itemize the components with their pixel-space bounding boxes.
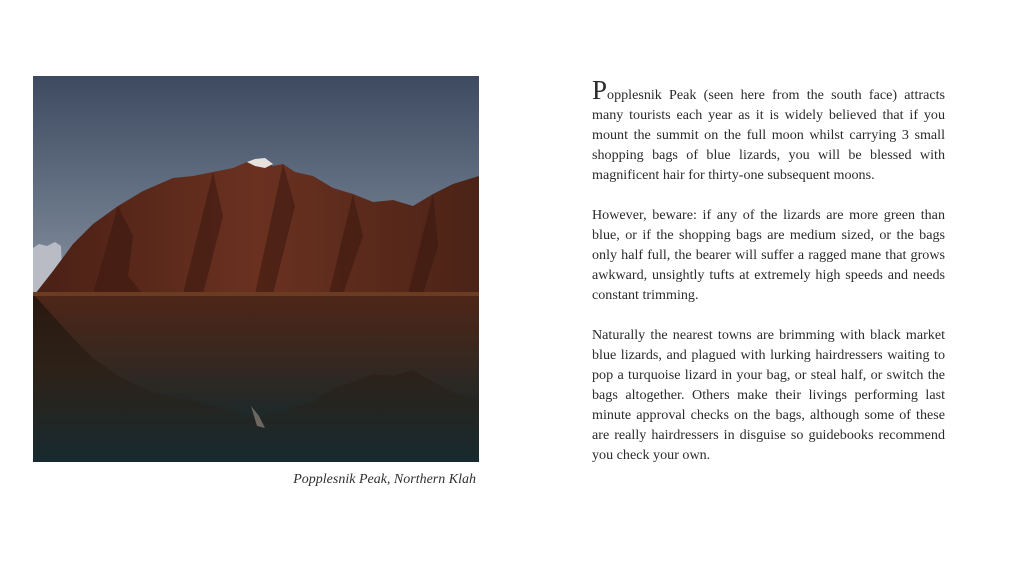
- photo-caption: Popplesnik Peak, Northern Klah: [293, 472, 476, 487]
- mountain-lake-photo: [33, 76, 479, 462]
- paragraph-1: [592, 75, 945, 185]
- article-body: [592, 75, 945, 485]
- mountain-illustration: [33, 76, 479, 462]
- drop-cap: P: [592, 75, 608, 105]
- paragraph-1-text: opplesnik Peak (seen here from the south face) attracts many tourists each year as it is widely believed that if you mount the summit on the full moon whilst carrying 3 small shopping bags of blue lizards, you will be blessed with magnificent hair for thirty-one subsequent moons.: [592, 87, 945, 183]
- paragraph-3: Naturally the nearest towns are brimming with black market blue lizards, and plagued with lurking hairdressers waiting to pop a turquoise lizard in your bag, or steal half, or switch the bags altogether. Others make their livings performing last minute approval checks on the bags, although some of these are really hairdressers in disguise so guidebooks recommend you check your own.: [592, 327, 945, 463]
- paragraph-2: However, beware: if any of the lizards are more green than blue, or if the shopping bags are medium sized, or the bags only half full, the bearer will suffer a ragged mane that grows awkward, unsightly tufts at extremely high speeds and needs constant trimming.: [592, 207, 945, 303]
- shoreline: [33, 292, 479, 296]
